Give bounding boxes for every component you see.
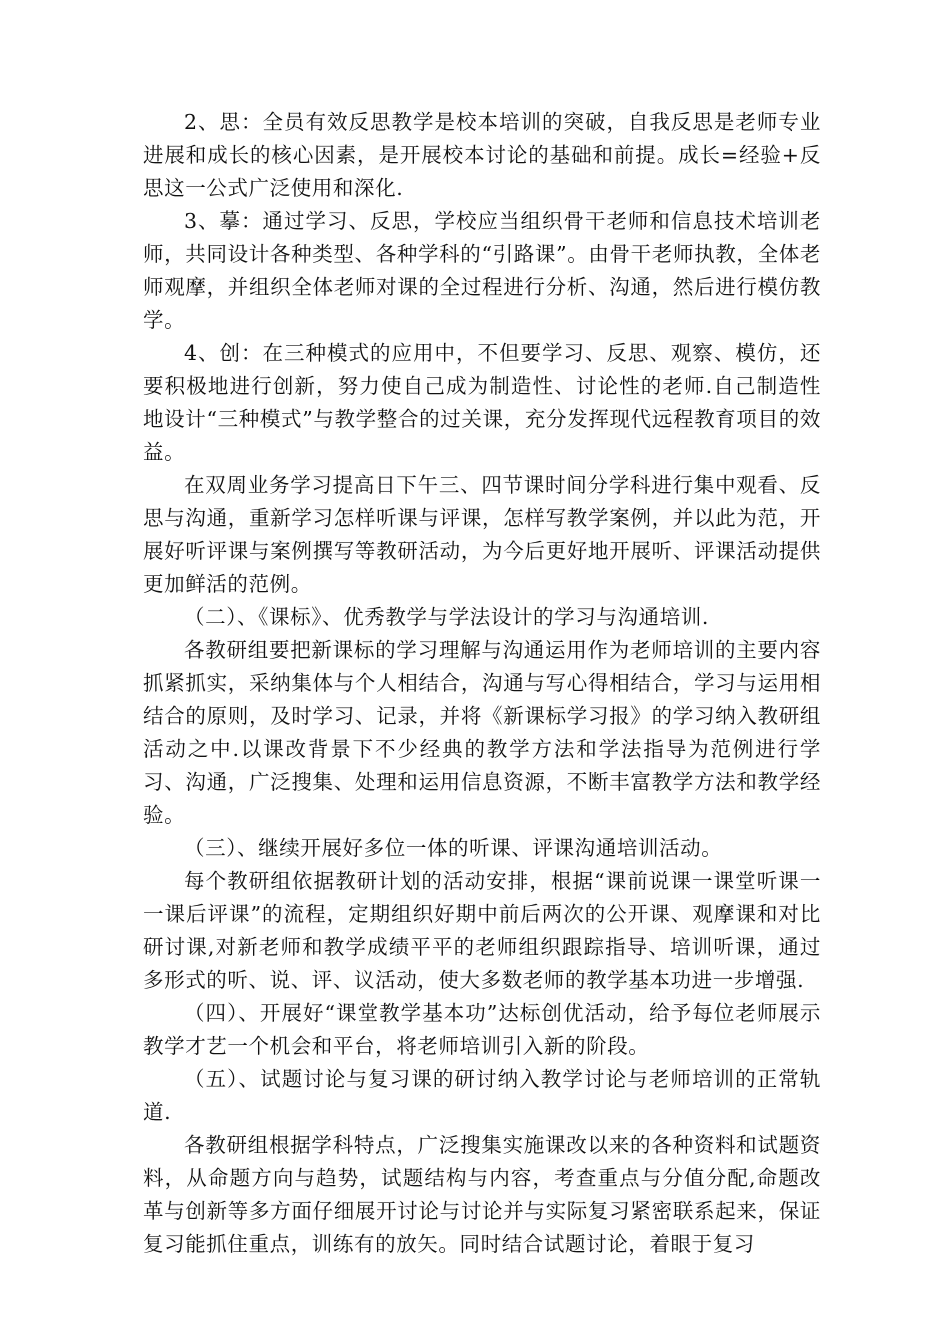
- paragraph-imitation: 3、摹：通过学习、反思，学校应当组织骨干老师和信息技术培训老师，共同设计各种类型、各种学科的“引路课”。由骨干老师执教，全体老师观摩，并组织全体老师对课的全过程进行分析、沟通，然后进行模仿教学。: [143, 209, 821, 332]
- paragraph-lesson-observation: 每个教研组依据教研计划的活动安排，根据“课前说课一课堂听课一一课后评课”的流程，定期组织好期中前后两次的公开课、观摩课和对比研讨课,对新老师和教学成绩平平的老师组织跟踪指导、培训听课，通过多形式的听、说、评、议活动，使大多数老师的教学基本功进一步增强.: [143, 869, 821, 992]
- section-heading-3: （三）、继续开展好多位一体的听课、评课沟通培训活动。: [184, 836, 723, 860]
- document-body: [143, 106, 821, 1261]
- paragraph-reflection: 2、思：全员有效反思教学是校本培训的突破，自我反思是老师专业进展和成长的核心因素，是开展校本讨论的基础和前提。成长=经验+反思这一公式广泛使用和深化.: [143, 110, 821, 200]
- section-heading-4: （四）、开展好“课堂教学基本功”达标创优活动，给予每位老师展示教学才艺一个机会和平台，将老师培训引入新的阶段。: [143, 1001, 821, 1058]
- paragraph-biweekly-study: 在双周业务学习提高日下午三、四节课时间分学科进行集中观看、反思与沟通，重新学习怎样听课与评课，怎样写教学案例，并以此为范，开展好听评课与案例撰写等教研活动，为今后更好地开展听、评课活动提供更加鲜活的范例。: [143, 473, 821, 596]
- section-heading-2: （二）、《课标》、优秀教学与学法设计的学习与沟通培训.: [184, 605, 709, 629]
- paragraph-innovation: 4、创：在三种模式的应用中，不但要学习、反思、观察、模仿，还要积极地进行创新，努力使自己成为制造性、讨论性的老师.自己制造性地设计“三种模式”与教学整合的过关课，充分发挥现代远程教育项目的效益。: [143, 341, 821, 464]
- section-heading-5: （五）、试题讨论与复习课的研讨纳入教学讨论与老师培训的正常轨道.: [143, 1067, 821, 1124]
- paragraph-exam-review: 各教研组根据学科特点，广泛搜集实施课改以来的各种资料和试题资料，从命题方向与趋势，试题结构与内容，考查重点与分值分配,命题改革与创新等多方面仔细展开讨论与讨论并与实际复习紧密联系起来，保证复习能抓住重点，训练有的放矢。同时结合试题讨论，着眼于复习: [143, 1133, 821, 1256]
- paragraph-curriculum-study: 各教研组要把新课标的学习理解与沟通运用作为老师培训的主要内容抓紧抓实，采纳集体与个人相结合，沟通与写心得相结合，学习与运用相结合的原则，及时学习、记录，并将《新课标学习报》的学习纳入教研组活动之中.以课改背景下不少经典的教学方法和学法指导为范例进行学习、沟通，广泛搜集、处理和运用信息资源，不断丰富教学方法和教学经验。: [143, 638, 821, 827]
